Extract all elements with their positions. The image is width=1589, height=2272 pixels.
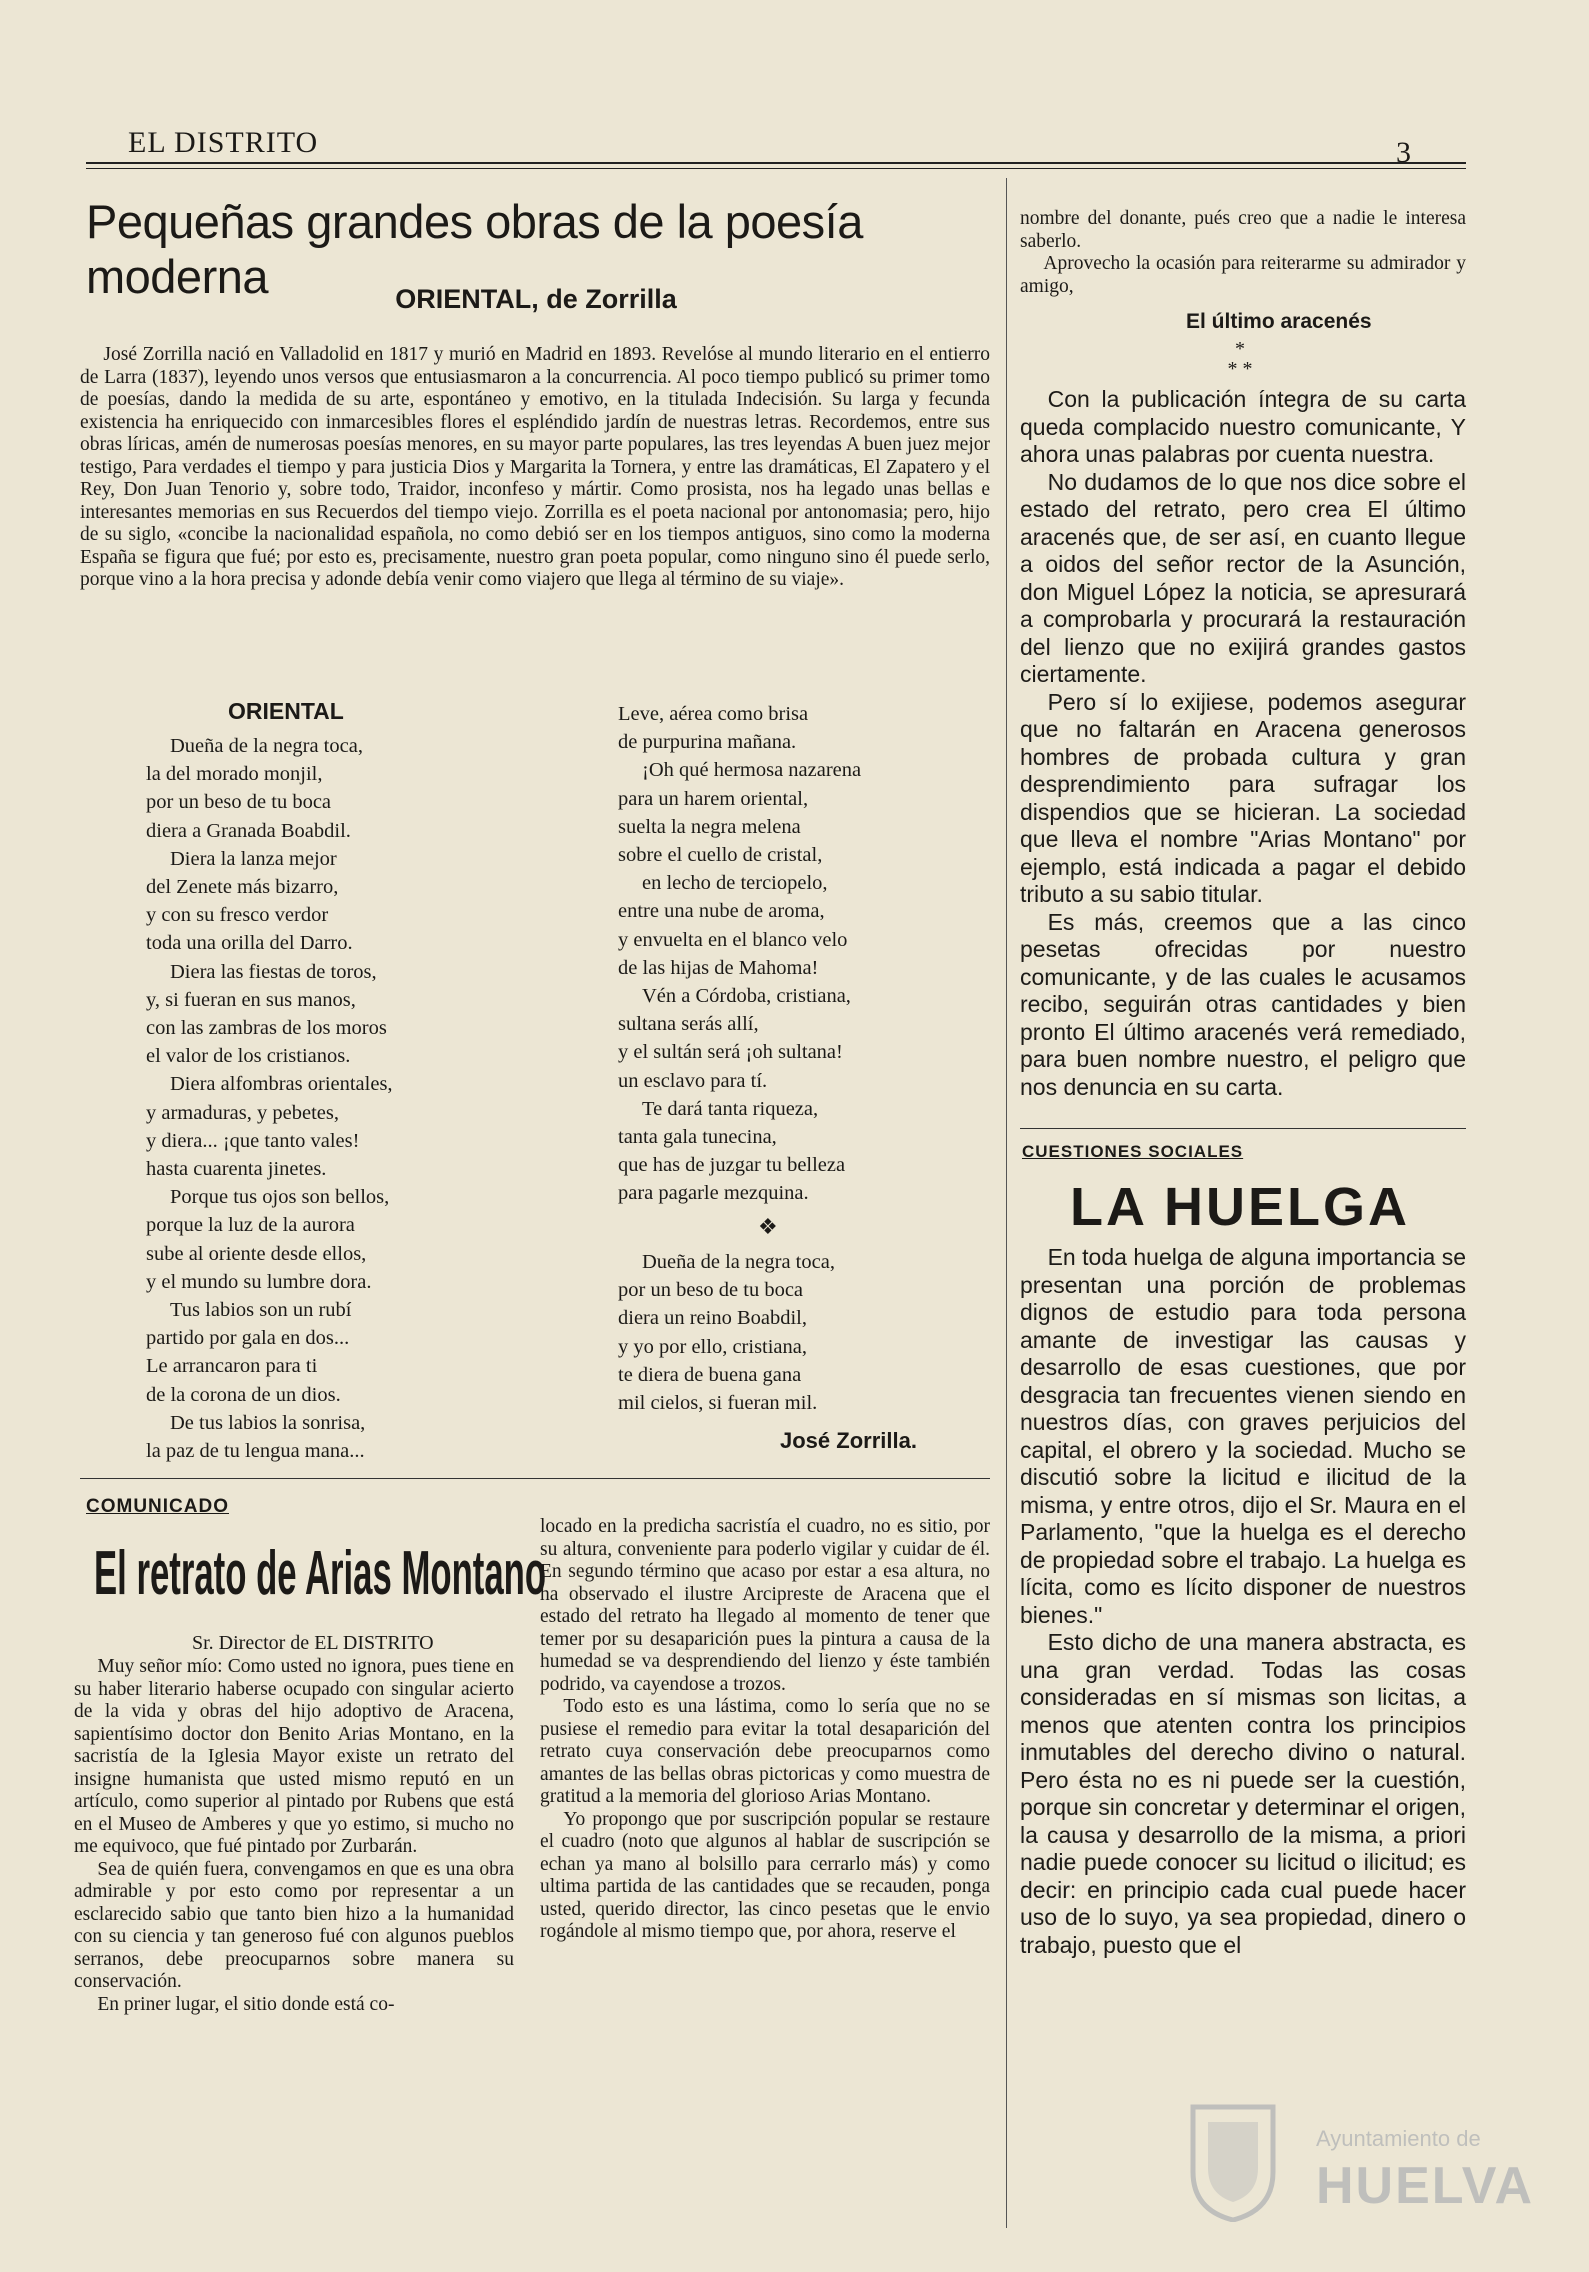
poem-line: mil cielos, si fueran mil.: [618, 1392, 818, 1415]
paragraph: Sea de quién fuera, convengamos en que es una obra admirable y por esto como por representar a un esclarecido sabio que tanto bien hizo a la humanidad con su ciencia y tan generoso fué con algunos pueblos serranos, debe preocuparnos sobre manera su conservación.: [74, 1858, 514, 1992]
poem-line: Diera alfombras orientales,: [170, 1073, 393, 1096]
poem-line: partido por gala en dos...: [146, 1327, 350, 1350]
poem-signature: José Zorrilla.: [780, 1428, 917, 1453]
poem-line: sube al oriente desde ellos,: [146, 1242, 367, 1265]
poem-line: diera un reino Boabdil,: [618, 1307, 808, 1330]
poem-line: un esclavo para tí.: [618, 1069, 768, 1092]
poem-line: diera a Granada Boabdil.: [146, 819, 351, 842]
paragraph: Con la publicación íntegra de su carta queda complacido nuestro comunicante, Y ahora unas palabras por cuenta nuestra.: [1020, 386, 1466, 467]
poem-line: y diera... ¡que tanto vales!: [146, 1129, 360, 1152]
ayuntamiento-huelva-watermark: [1188, 2102, 1558, 2242]
poem-line: en lecho de terciopelo,: [642, 872, 828, 895]
poem-line: y el sultán será ¡oh sultana!: [618, 1041, 843, 1064]
letter-continuation: [1020, 208, 1466, 298]
poem-line: y envuelta en el blanco velo: [618, 928, 848, 951]
poem-line: para pagarle mezquina.: [618, 1182, 809, 1205]
poem-line: Le arrancaron para ti: [146, 1355, 318, 1378]
watermark-line1: Ayuntamiento de: [1316, 2126, 1481, 2151]
poem-line: hasta cuarenta jinetes.: [146, 1158, 327, 1181]
poem-line: te diera de buena gana: [618, 1363, 802, 1386]
poem-line: y, si fueran en sus manos,: [146, 988, 356, 1011]
poem-column-right: [618, 700, 978, 1208]
poem-line: Dueña de la negra toca,: [170, 735, 363, 757]
article-title-retrato: El retrato de Arias Montano: [94, 1539, 547, 1608]
letter-column-1: [74, 1656, 514, 2016]
poem-final-stanza: [618, 1248, 978, 1417]
poem-line: Diera las fiestas de toros,: [170, 960, 377, 983]
poem-line: Tus labios son un rubí: [170, 1299, 352, 1322]
poem-column-left: [146, 732, 476, 1465]
poem-line: del Zenete más bizarro,: [146, 876, 339, 899]
paragraph: Yo propongo que por suscripción popular se restaure el cuadro (noto que algunos al hablar de suscripción se echan ya mano al bolsillo para cerrarlo más) y como ultima partida de las cantidades que se recauden, ponga usted, querido director, las cinco pesetas que le envio rogándole al mismo tiempo que, por ahora, reserve el: [540, 1808, 990, 1942]
editor-response: [1020, 386, 1466, 1101]
poem-line: Vén a Córdoba, cristiana,: [642, 985, 851, 1008]
newspaper-name: EL DISTRITO: [128, 126, 319, 159]
letter-salutation: Sr. Director de EL DISTRITO: [192, 1632, 434, 1654]
paragraph: En priner lugar, el sitio donde está co-: [97, 1993, 395, 2015]
poem-line: Porque tus ojos son bellos,: [170, 1186, 390, 1209]
poem-line: por un beso de tu boca: [618, 1279, 804, 1302]
paragraph: En toda huelga de alguna importancia se presentan una porción de problemas dignos de estudio para toda persona amante de investigar las causas y desarrollo de esas cuestiones, que por desgracia tan frecuentes vienen siendo en nuestros días, con graves perjuicios del capital, el obrero y la sociedad. Mucho se discutió sobre la licitud e ilicitud de la misma, y entre otros, dijo el Sr. Maura en el Parlamento, "que la huelga es el derecho de propiedad sobre el trabajo. La huelga es lícita, como es lícito disponer de nuestros bienes.": [1020, 1244, 1466, 1628]
poem-line: Dueña de la negra toca,: [642, 1251, 835, 1273]
header-rule: [86, 162, 1466, 164]
poem-separator-ornament: ❖: [758, 1214, 778, 1239]
poem-line: tanta gala tunecina,: [618, 1126, 777, 1149]
poem-line: Diera la lanza mejor: [170, 847, 337, 870]
watermark-line2: HUELVA: [1316, 2157, 1535, 2215]
article-title-la-huelga: LA HUELGA: [1070, 1177, 1410, 1237]
article-intro: [80, 344, 990, 592]
poem-title: ORIENTAL: [228, 698, 344, 724]
poem-line: sultana serás allí,: [618, 1013, 759, 1036]
letter-closing-text: Aprovecho la ocasión para reiterarme su admirador y amigo,: [1020, 253, 1466, 297]
poem-line: para un harem oriental,: [618, 787, 809, 810]
column-rule: [1006, 178, 1007, 2228]
section-label-cuestiones-sociales: CUESTIONES SOCIALES: [1022, 1142, 1244, 1161]
section-divider-right: [1020, 1128, 1466, 1129]
poem-line: entre una nube de aroma,: [618, 900, 825, 923]
poem-line: con las zambras de los moros: [146, 1017, 387, 1040]
city-shield-icon: [1188, 2102, 1278, 2222]
header-rule-thin: [86, 168, 1466, 169]
poem-line: por un beso de tu boca: [146, 791, 332, 814]
poem-line: sobre el cuello de cristal,: [618, 844, 823, 867]
poem-line: porque la luz de la aurora: [146, 1214, 355, 1237]
poem-line: ¡Oh qué hermosa nazarena: [642, 759, 862, 782]
paragraph: No dudamos de lo que nos dice sobre el estado del retrato, pero crea El último aracenés que, de ser así, en cuanto llegue a oidos del señor rector de la Asunción, don Miguel López la noticia, se apresurará a comprobarla y procurará la restauración del lienzo que no exijirá grandes gastos ciertamente.: [1020, 468, 1466, 687]
letter-signoff: El último aracenés: [1186, 310, 1372, 333]
paragraph: Esto dicho de una manera abstracta, es una gran verdad. Todas las cosas consideradas en sí mismas son licitas, a menos que atenten contra los principios inmutables del derecho divino o natural. Pero ésta no es ni puede ser la cuestión, porque sin concretar y determinar el origen, la causa y desarrollo de la misma, a priori nadie puede conocer su licitud o ilicitud; es decir: en principio cada cual puede hacer uso de lo suyo, ya sea propiedad, dinero o trabajo, puesto que el: [1020, 1629, 1466, 1958]
poem-line: suelta la negra melena: [618, 815, 801, 838]
stars-ornament-top: *: [1235, 338, 1245, 360]
paragraph: Es más, creemos que a las cinco pesetas ofrecidas por nuestro comunicante, y de las cuales le acusamos recibo, seguirán otras cantidades y bien pronto El último aracenés verá remediado, para buen nombre nuestro, el peligro que nos denuncia en su carta.: [1020, 908, 1466, 1100]
poem-line: toda una orilla del Darro.: [146, 932, 353, 955]
poem-line: y con su fresco verdor: [146, 904, 329, 927]
stars-ornament-bottom: * *: [1227, 358, 1253, 380]
paragraph: Todo esto es una lástima, como lo sería que no se pusiese el remedio para evitar la total desaparición del retrato cuya conservación debe preocuparnos como amantes de las bellas obras pictoricas y como muestra de gratitud a la memoria del glorioso Arias Montano.: [540, 1696, 990, 1807]
paragraph: locado en la predicha sacristía el cuadro, no es sitio, por su altura, conveniente para poderlo vigilar y cuidar de él. En segundo término que acaso por estar a esa altura, no ha observado el ilustre Arcipreste de Aracena que el estado del retrato ha llegado al momento de tener que temer por su desaparición pues la pintura a causa de la humedad se va desprendiendo del lienzo y éste también podrido, va cayendose a trozos.: [540, 1516, 990, 1695]
poem-line: y el mundo su lumbre dora.: [146, 1270, 372, 1293]
paragraph: Muy señor mío: Como usted no ignora, pues tiene en su haber literario haberse ocupado con singular acierto de la vida y obras del hijo adoptivo de Aracena, sapientísimo doctor don Benito Arias Montano, en la sacristía de la Iglesia Mayor existe un retrato del insigne humanista que usted mismo reputó en un artículo, como superior al pintado por Rubens que está en el Museo de Amberes y que yo estimo, si mucho no me equivoco, que fué pintado por Zurbarán.: [74, 1656, 514, 1857]
poem-line: y yo por ello, cristiana,: [618, 1335, 808, 1358]
poem-line: el valor de los cristianos.: [146, 1045, 351, 1068]
page-number: 3: [1396, 136, 1411, 169]
poem-line: Te dará tanta riqueza,: [642, 1097, 819, 1120]
poem-line: la del morado monjil,: [146, 763, 323, 786]
poem-line: De tus labios la sonrisa,: [170, 1411, 366, 1434]
huelga-body: [1020, 1244, 1466, 1959]
poem-line: y armaduras, y pebetes,: [146, 1101, 339, 1124]
poem-line: de purpurina mañana.: [618, 731, 797, 754]
poem-line: que has de juzgar tu belleza: [618, 1154, 846, 1177]
letter-column-2: [540, 1516, 990, 1944]
poem-line: de las hijas de Mahoma!: [618, 956, 819, 979]
section-label-comunicado: COMUNICADO: [86, 1496, 229, 1517]
poem-line: de la corona de un dios.: [146, 1383, 341, 1406]
intro-paragraph: José Zorrilla nació en Valladolid en 1817 y murió en Madrid en 1893. Revelóse al mundo literario en el entierro de Larra (1837), leyendo unos versos que entusiasmaron a la concurrencia. Al poco tiempo publicó su primer tomo de poesías, dando la medida de su arte, espontáneo y emotivo, en la titulada Indecisión. Su larga y fecunda existencia ha enriquecido con inmarcesibles flores el espléndido jardín de nuestras letras. Recordemos, entre sus obras líricas, amén de numerosas poesías menores, en su mayor parte populares, las tres leyendas A buen juez mejor testigo, Para verdades el tiempo y para justicia Dios y Margarita la Tornera, y entre las dramáticas, El Zapatero y el Rey, Don Juan Tenorio y, sobre todo, Traidor, inconfeso y mártir. Como prosista, nos ha legado unas bellas e interesantes memorias en sus Recuerdos del tiempo viejo. Zorrilla es el poeta nacional por antonomasia; pero, hijo de su siglo, «concibe la nacionalidad española, no como debió ser en los tiempos antiguos, sino como la moderna España se figura que fué; por esto es, precisamente, nuestro gran poeta popular, como ninguno sino él puede serlo, porque vino a la hora precisa y adonde debía venir como viajero que llega al término de su viaje».: [80, 344, 990, 590]
poem-line: Leve, aérea como brisa: [618, 703, 809, 725]
article-subtitle-oriental: ORIENTAL, de Zorrilla: [395, 284, 677, 314]
article-title-pequenas-grandes-obras: Pequeñas grandes obras de la poesía moderna: [86, 195, 863, 303]
paragraph: Pero sí lo exijiese, podemos asegurar que no faltarán en Aracena generosos hombres de probada cultura y gran desprendimiento para sufragar los dispendios que se hicieran. La sociedad que lleva el nombre "Arias Montano" por ejemplo, está indicada a pagar el debido tributo a su sabio titular.: [1020, 688, 1466, 907]
letter-continuation-text: nombre del donante, pués creo que a nadie le interesa saberlo.: [1020, 208, 1466, 252]
poem-line: la paz de tu lengua mana...: [146, 1440, 365, 1463]
section-divider: [80, 1478, 990, 1479]
